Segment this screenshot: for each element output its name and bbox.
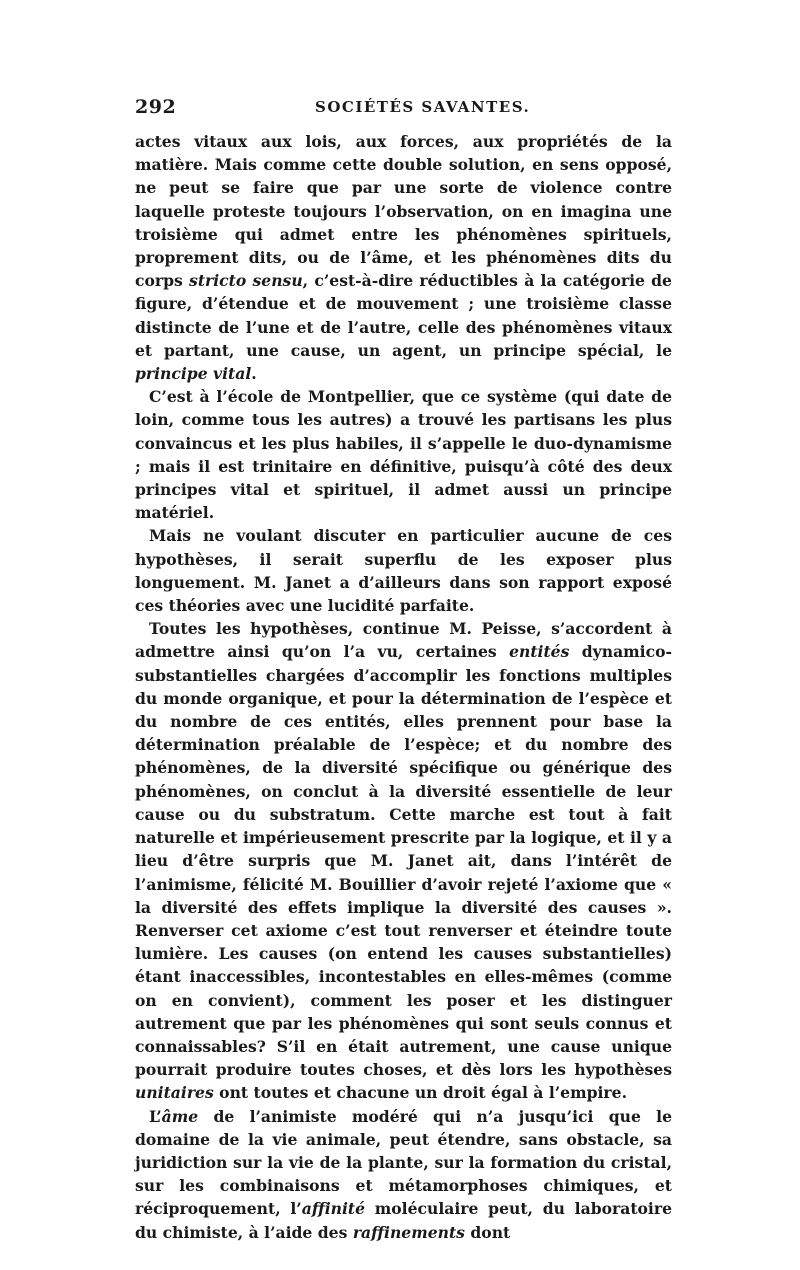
paragraph (135, 130, 672, 385)
page-header (135, 96, 672, 120)
italic-run: principe vital (135, 364, 252, 384)
text-run: Toutes les hypothèses, continue M. Peisse, s’accordent à admettre ainsi qu’on l’a vu, certaines (135, 619, 672, 662)
running-title: SOCIÉTÉS SAVANTES. (315, 98, 531, 116)
paragraph (135, 1105, 672, 1244)
page-number: 292 (135, 96, 177, 118)
paragraph (135, 385, 672, 524)
text-run: dont (464, 1222, 511, 1242)
book-page (135, 96, 672, 1244)
italic-run: entités (509, 642, 570, 662)
text-run: L’ (149, 1106, 162, 1126)
text-run: , c’est-à-dire réductibles à la catégorie de figure, d’étendue et de mouvement ; une troisième classe distincte de l’une et de l’autre, celle des phénomènes vitaux et partant, une cause, un agent, un principe spécial, le (135, 271, 672, 360)
italic-run: stricto sensu (189, 271, 303, 291)
paragraph (135, 524, 672, 617)
italic-run: âme (161, 1106, 199, 1126)
text-run: Mais ne voulant discuter en particulier aucune de ces hypothèses, il serait superflu de les exposer plus longuement. M. Janet a d’ailleurs dans son rapport exposé ces théories avec une lucidité parfaite. (135, 526, 672, 616)
text-run: ont toutes et chacune un droit égal à l’empire. (213, 1083, 627, 1103)
text-run: de l’animiste modéré qui n’a jusqu’ici que le domaine de la vie animale, peut étendre, sans obstacle, sa juridiction sur la vie de la plante, sur la formation du cristal, sur les combinaisons et métamorphoses chimiques, et réciproquement, l’ (135, 1106, 672, 1219)
text-run: dynamico-substantielles chargées d’accomplir les fonctions multiples du monde organique, et pour la détermination de l’espèce et du nombre de ces entités, elles prennent pour base la détermination préalable de l’espèce; et du nombre des phénomènes, de la diversité spécifique ou générique des phénomènes, on conclut à la diversité essentielle de leur cause ou du substratum. Cette marche est tout à fait naturelle et impérieusement prescrite par la logique, et il y a lieu d’être surpris que M. Janet ait, dans l’intérêt de l’animisme, félicité M. Bouillier d’avoir rejeté l’axiome que « la diversité des effets implique la diversité des causes ». Renverser cet axiome c’est tout renverser et éteindre toute lumière. Les causes (on entend les causes substantielles) étant inaccessibles, incontestables en elles-mêmes (comme on en convient), comment les poser et les distinguer autrement que par les phénomènes qui sont seuls connus et connaissables? S’il en était autrement, une cause unique pourrait produire toutes choses, et dès lors les hypothèses (135, 642, 672, 1080)
italic-run: raffinements (352, 1222, 465, 1242)
italic-run: unitaires (135, 1083, 214, 1103)
text-run: actes vitaux aux lois, aux forces, aux propriétés de la matière. Mais comme cette double solution, en sens opposé, ne peut se faire que par une sorte de violence contre laquelle proteste toujours l’observation, on en imagina une troisième qui admet entre les phénomènes spirituels, proprement dits, ou de l’âme, et les phénomènes dits du corps (135, 132, 672, 291)
body-text (135, 130, 672, 1244)
paragraph (135, 617, 672, 1104)
text-run: . (251, 364, 257, 384)
italic-run: affinité (301, 1199, 366, 1219)
text-run: moléculaire peut, du laboratoire du chimiste, à l’aide des (135, 1199, 672, 1242)
text-run: C’est à l’école de Montpellier, que ce système (qui date de loin, comme tous les autres) a trouvé les partisans les plus convaincus et les plus habiles, il s’appelle le duo-dynamisme ; mais il est trinitaire en définitive, puisqu’à côté des deux principes vital et spirituel, il admet aussi un principe matériel. (135, 387, 672, 523)
